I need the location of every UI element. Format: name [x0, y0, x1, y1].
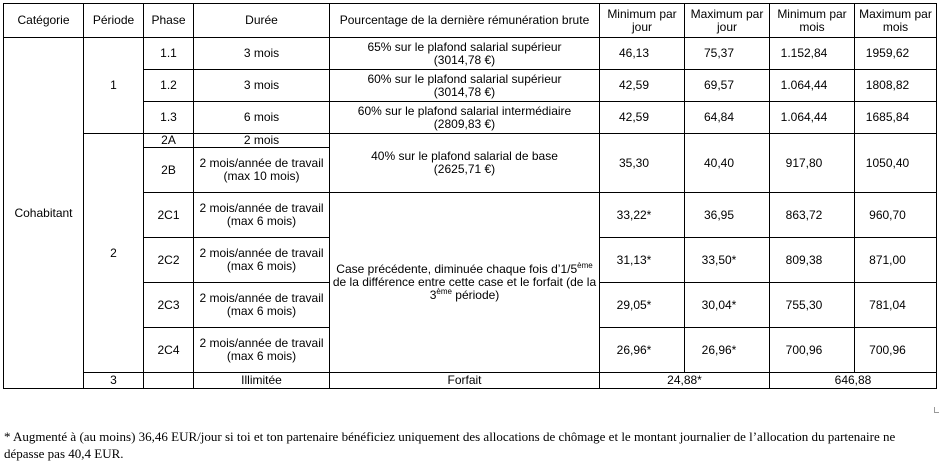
allowance-table [3, 3, 937, 389]
pct-text: 40% sur le plafond salarial de base [371, 149, 558, 163]
header-phase: Phase [144, 4, 194, 38]
max-mois-cell: 1685,84 [855, 102, 937, 134]
max-mois-cell: 1808,82 [855, 70, 937, 102]
header-duree: Durée [194, 4, 330, 38]
min-mois-cell: 863,72 [770, 193, 855, 238]
pct-cell: Forfait [330, 373, 600, 389]
min-jour-cell: 31,13* [600, 238, 685, 283]
pct-cell-decreasing [330, 193, 600, 373]
phase-cell: 2A [144, 134, 194, 148]
max-mois-cell: 871,00 [855, 238, 937, 283]
phase-cell: 1.1 [144, 38, 194, 70]
pct-text: 60% sur le plafond salarial intermédiaire [357, 103, 572, 118]
header-pourcentage: Pourcentage de la dernière rémunération brute [330, 4, 600, 38]
periode-cell: 3 [84, 373, 144, 389]
max-jour-cell: 69,57 [685, 70, 770, 102]
duree-cell: 2 mois/année de travail (max 6 mois) [194, 283, 330, 328]
max-mois-cell: 781,04 [855, 283, 937, 328]
pct-text: Case précédente, diminuée chaque fois d’1/5 [336, 262, 578, 276]
max-jour-cell: 33,50* [685, 238, 770, 283]
min-jour-cell: 42,59 [600, 102, 685, 134]
pct-cell [330, 70, 600, 102]
phase-cell: 2C1 [144, 193, 194, 238]
phase-cell: 2C2 [144, 238, 194, 283]
table-row [4, 38, 937, 70]
pct-amount: (3014,78 €) [433, 84, 496, 99]
phase-cell [144, 373, 194, 389]
pct-text: de la différence entre cette case et le forfait (de la 3 [332, 275, 597, 302]
duree-cell: 2 mois [194, 134, 330, 148]
table-row [4, 134, 937, 148]
pct-amount: (2625,71 €) [433, 162, 496, 176]
pct-amount: (2809,83 €) [433, 116, 496, 131]
table-row [4, 70, 937, 102]
pct-sup: ème [436, 287, 452, 296]
pct-cell [330, 38, 600, 70]
header-periode: Période [84, 4, 144, 38]
duree-cell: 3 mois [194, 70, 330, 102]
footnote: * Augmenté à (au moins) 36,46 EUR/jour si toi et ton partenaire bénéficiez uniquement des allocations de chômage et le montant journalier de l’allocation du partenaire ne dépasse pas 40,4 EUR. [4, 429, 896, 461]
phase-cell: 1.3 [144, 102, 194, 134]
pct-text: période) [451, 288, 500, 302]
table-row [4, 193, 937, 238]
duree-cell: 2 mois/année de travail (max 10 mois) [194, 148, 330, 193]
max-jour-cell: 30,04* [685, 283, 770, 328]
phase-cell: 2B [144, 148, 194, 193]
min-jour-cell: 42,59 [600, 70, 685, 102]
pct-cell-base [330, 134, 600, 193]
max-mois-cell: 960,70 [855, 193, 937, 238]
min-mois-cell: 755,30 [770, 283, 855, 328]
min-mois-cell: 1.152,84 [770, 38, 855, 70]
duree-cell: 3 mois [194, 38, 330, 70]
min-jour-cell: 29,05* [600, 283, 685, 328]
duree-cell: 2 mois/année de travail (max 6 mois) [194, 193, 330, 238]
min-jour-cell: 26,96* [600, 328, 685, 373]
mois-cell: 646,88 [770, 373, 937, 389]
max-jour-cell: 40,40 [685, 134, 770, 193]
min-jour-cell: 46,13 [600, 38, 685, 70]
header-row [4, 4, 937, 38]
periode-cell: 2 [84, 134, 144, 373]
pct-sup: ème [577, 261, 593, 270]
duree-cell: 6 mois [194, 102, 330, 134]
min-mois-cell: 809,38 [770, 238, 855, 283]
max-jour-cell: 64,84 [685, 102, 770, 134]
pct-text: 65% sur le plafond salarial supérieur [367, 39, 562, 54]
categorie-cell: Cohabitant [4, 38, 84, 389]
pct-text: 60% sur le plafond salarial supérieur [367, 71, 562, 86]
duree-cell: 2 mois/année de travail (max 6 mois) [194, 238, 330, 283]
max-mois-cell: 1050,40 [855, 134, 937, 193]
pct-amount: (3014,78 €) [433, 52, 496, 67]
max-jour-cell: 75,37 [685, 38, 770, 70]
header-min-mois: Minimum par mois [770, 4, 855, 38]
min-mois-cell: 1.064,44 [770, 102, 855, 134]
corner-mark [934, 407, 939, 413]
min-mois-cell: 917,80 [770, 134, 855, 193]
table-row [4, 373, 937, 389]
header-min-jour: Minimum par jour [600, 4, 685, 38]
max-jour-cell: 36,95 [685, 193, 770, 238]
jour-cell: 24,88* [600, 373, 770, 389]
pct-cell [330, 102, 600, 134]
min-mois-cell: 1.064,44 [770, 70, 855, 102]
header-max-mois: Maximum par mois [855, 4, 937, 38]
max-jour-cell: 26,96* [685, 328, 770, 373]
header-categorie: Catégorie [4, 4, 84, 38]
header-max-jour: Maximum par jour [685, 4, 770, 38]
phase-cell: 2C3 [144, 283, 194, 328]
duree-cell: Illimitée [194, 373, 330, 389]
phase-cell: 2C4 [144, 328, 194, 373]
max-mois-cell: 1959,62 [855, 38, 937, 70]
periode-cell: 1 [84, 38, 144, 134]
max-mois-cell: 700,96 [855, 328, 937, 373]
table-row [4, 102, 937, 134]
min-jour-cell: 33,22* [600, 193, 685, 238]
duree-cell: 2 mois/année de travail (max 6 mois) [194, 328, 330, 373]
min-jour-cell: 35,30 [600, 134, 685, 193]
phase-cell: 1.2 [144, 70, 194, 102]
min-mois-cell: 700,96 [770, 328, 855, 373]
